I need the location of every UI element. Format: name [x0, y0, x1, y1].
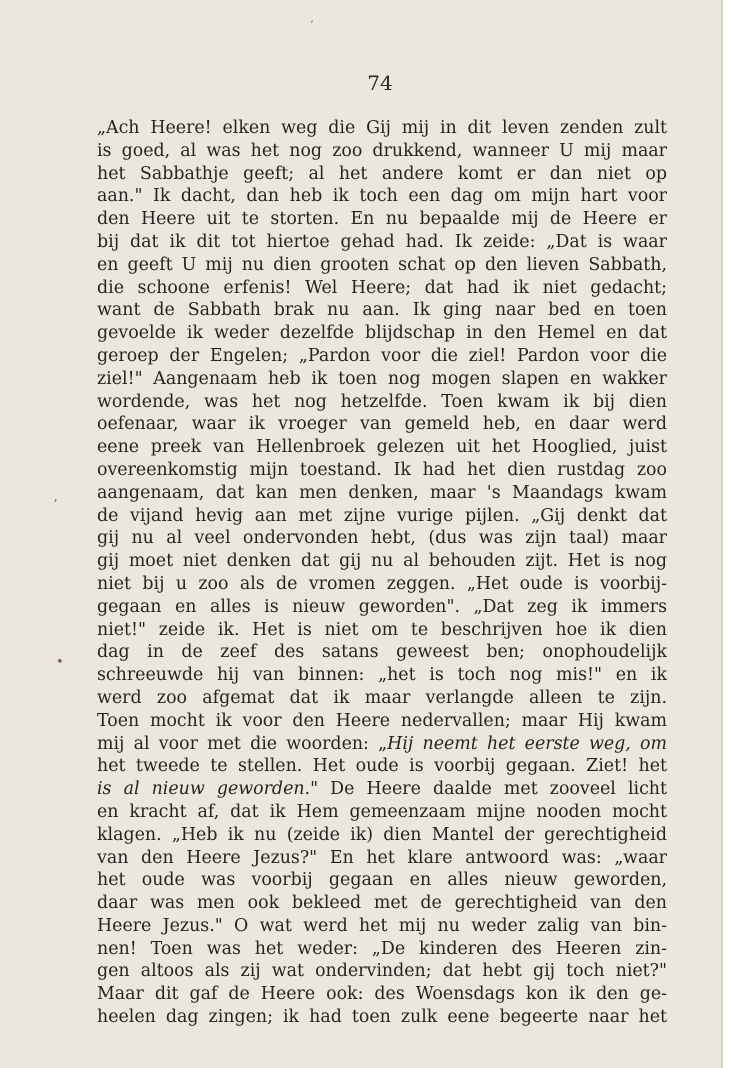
text-line: heelen dag zingen; ik had toen zulk eene begeerte naar het — [97, 1007, 667, 1028]
ink-speck: ʼ — [53, 498, 58, 513]
text-line: oefenaar, waar ik vroeger van gemeld heb, en daar werd — [97, 414, 667, 435]
text-line: dag in de zeef des satans geweest ben; onophoudelijk — [97, 642, 667, 663]
text-line — [97, 733, 667, 756]
text-line: schreeuwde hij van binnen: „het is toch nog mis!" en ik — [97, 665, 667, 686]
text-line: wordende, was het nog hetzelfde. Toen kwam ik bij dien — [97, 391, 667, 412]
text-line: daar was men ook bekleed met de gerechtigheid van den — [97, 893, 667, 914]
text-line: eene preek van Hellenbroek gelezen uit het Hooglied, juist — [97, 437, 667, 458]
text-line: klagen. „Heb ik nu (zeide ik) dien Mantel der gerechtigheid — [97, 824, 667, 845]
text-line: want de Sabbath brak nu aan. Ik ging naar bed en toen — [97, 300, 667, 321]
text-line: gij moet niet denken dat gij nu al behouden zijt. Het is nog — [97, 551, 667, 572]
text-line: die schoone erfenis! Wel Heere; dat had ik niet gedacht; — [97, 277, 667, 298]
text-line: gegaan en alles is nieuw geworden". „Dat zeg ik immers — [97, 596, 667, 617]
page-edge — [721, 0, 723, 1068]
text-line: Toen mocht ik voor den Heere nedervallen; maar Hij kwam — [97, 710, 667, 731]
text-line: van den Heere Jezus?" En het klare antwoord was: „waar — [97, 847, 667, 868]
text-line: bij dat ik dit tot hiertoe gehad had. Ik zeide: „Dat is waar — [97, 231, 667, 252]
text-line: aan." Ik dacht, dan heb ik toch een dag om mijn hart voor — [97, 186, 667, 207]
text-line: het Sabbathje geeft; al het andere komt er dan niet op — [97, 163, 667, 184]
text-line: niet bij u zoo als de vromen zeggen. „Het oude is voorbij- — [97, 573, 667, 594]
text-line-italic: het tweede te stellen. Het oude is voorbij gegaan. Ziet! het — [97, 756, 667, 777]
text-line: niet!" zeide ik. Het is niet om te beschrijven hoe ik dien — [97, 619, 667, 640]
text-line: en kracht af, dat ik Hem gemeenzaam mijne nooden mocht — [97, 801, 667, 822]
body-text — [97, 117, 667, 1029]
text-line: nen! Toen was het weder: „De kinderen des Heeren zin- — [97, 938, 667, 959]
text-line: gij nu al veel ondervonden hebt, (dus was zijn taal) maar — [97, 528, 667, 549]
text-line: Maar dit gaf de Heere ook: des Woensdags kon ik den ge- — [97, 984, 667, 1005]
text-line-start: mij al voor met die woorden: „ — [97, 733, 388, 754]
text-line: is goed, al was het nog zoo drukkend, wanneer U mij maar — [97, 140, 667, 161]
text-line: geroep der Engelen; „Pardon voor die ziel! Pardon voor die — [97, 345, 667, 366]
text-line: den Heere uit te storten. En nu bepaalde mij de Heere er — [97, 209, 667, 230]
text-line: en geeft U mij nu dien grooten schat op den lieven Sabbath, — [97, 254, 667, 275]
italic-quote: Hij neemt het eerste weg, om — [387, 733, 667, 754]
italic-quote: is al nieuw geworden. — [97, 779, 311, 800]
text-line: ziel!" Aangenaam heb ik toen nog mogen slapen en wakker — [97, 368, 667, 389]
text-line: de vijand hevig aan met zijne vurige pijlen. „Gij denkt dat — [97, 505, 667, 526]
ink-speck: ʼ — [310, 20, 314, 31]
text-line: aangenaam, dat kan men denken, maar 's Maandags kwam — [97, 482, 667, 503]
text-line: „Ach Heere! elken weg die Gij mij in dit leven zenden zult — [97, 118, 667, 138]
text-line: werd zoo afgemat dat ik maar verlangde alleen te zijn. — [97, 687, 667, 708]
ink-speck: • — [56, 655, 64, 670]
text-line-end: " De Heere daalde met zooveel licht — [310, 779, 667, 800]
page-number: 74 — [367, 71, 393, 95]
text-line: gevoelde ik weder dezelfde blijdschap in den Hemel en dat — [97, 323, 667, 344]
text-line: overeenkomstig mijn toestand. Ik had het dien rustdag zoo — [97, 459, 667, 480]
text-line: het oude was voorbij gegaan en alles nieuw geworden, — [97, 870, 667, 891]
text-line: gen altoos als zij wat ondervinden; dat hebt gij toch niet?" — [97, 961, 667, 982]
text-line — [97, 778, 667, 801]
text-line: Heere Jezus." O wat werd het mij nu weder zalig van bin- — [97, 915, 667, 936]
